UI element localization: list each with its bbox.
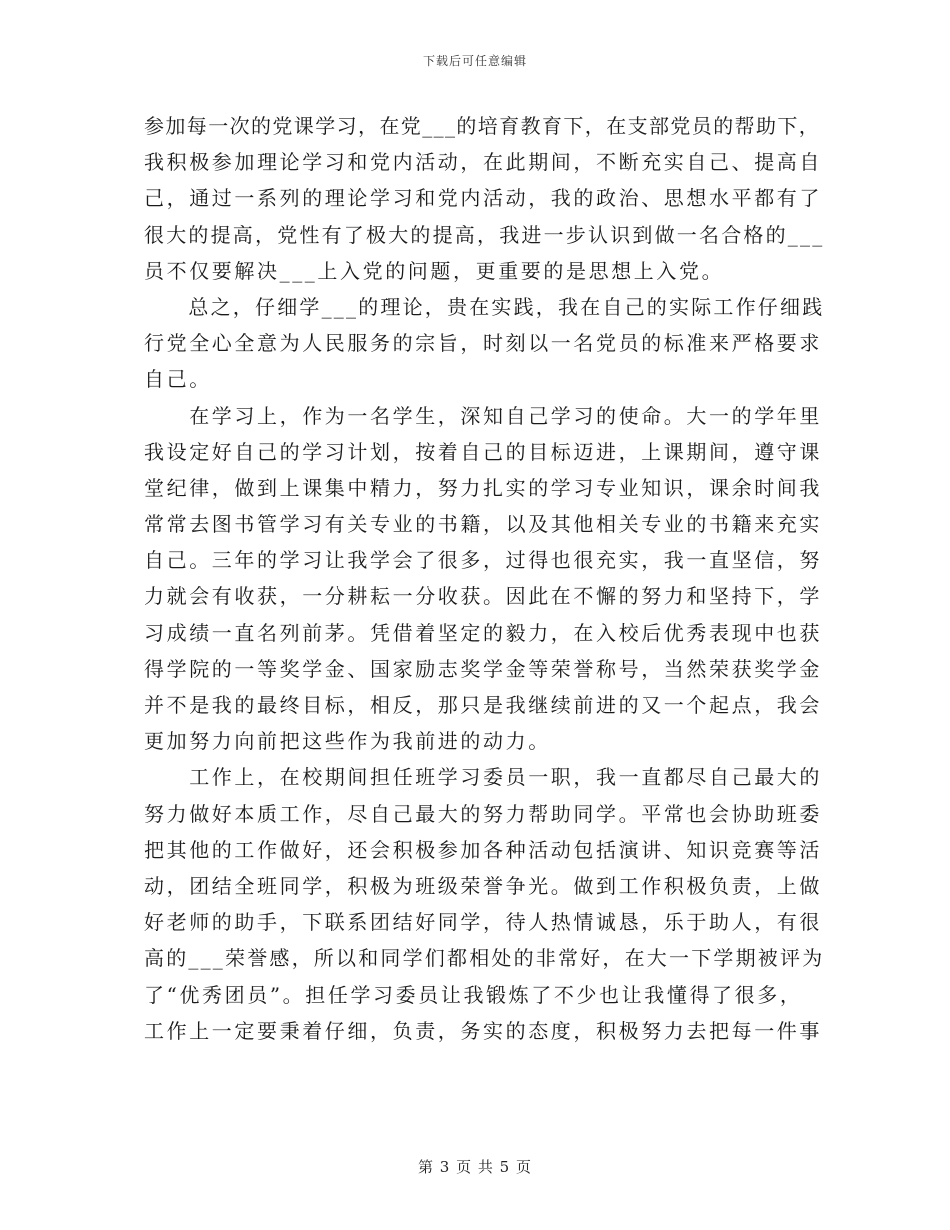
text-line: 得学院的一等奖学金、国家励志奖学金等荣誉称号，当然荣获奖学金 <box>144 656 822 681</box>
text-line: 更加努力向前把这些作为我前进的动力。 <box>144 729 551 754</box>
text-line: 在学习上，作为一名学生，深知自己学习的使命。大一的学年里 <box>144 403 822 428</box>
text-line: 自己。 <box>144 367 212 392</box>
text-line: 参加每一次的党课学习，在党___的培育教育下，在支部党员的帮助下， <box>144 114 821 138</box>
page-number-footer: 第 3 页 共 5 页 <box>418 1158 532 1176</box>
text-line: 习成绩一直名列前茅。凭借着坚定的毅力，在入校后优秀表现中也获 <box>144 620 822 645</box>
text-line: 常常去图书管学习有关专业的书籍，以及其他相关专业的书籍来充实 <box>144 512 822 537</box>
page-header: 下载后可任意编辑 <box>422 54 527 68</box>
text-line: 自己。三年的学习让我学会了很多，过得也很充实，我一直坚信，努 <box>144 548 822 573</box>
text-line: 工作上，在校期间担任班学习委员一职，我一直都尽自己最大的 <box>144 765 822 790</box>
text-line: 力就会有收获，一分耕耘一分收获。因此在不懈的努力和坚持下，学 <box>144 584 822 609</box>
text-line: 并不是我的最终目标，相反，那只是我继续前进的又一个起点，我会 <box>144 693 822 717</box>
text-line: 行党全心全意为人民服务的宗旨，时刻以一名党员的标准来严格要求 <box>144 331 822 356</box>
text-line: 我积极参加理论学习和党内活动，在此期间，不断充实自己、提高自 <box>144 150 822 175</box>
text-line: 我设定好自己的学习计划，按着自己的目标迈进，上课期间，遵守课 <box>144 439 822 464</box>
text-line: 己，通过一系列的理论学习和党内活动，我的政治、思想水平都有了 <box>144 186 822 211</box>
text-line: 动，团结全班同学，积极为班级荣誉争光。做到工作积极负责，上做 <box>144 873 822 898</box>
text-line: 堂纪律，做到上课集中精力，努力扎实的学习专业知识，课余时间我 <box>144 475 822 500</box>
text-line: 把其他的工作做好，还会积极参加各种活动包括演讲、知识竞赛等活 <box>144 837 822 862</box>
text-line: 努力做好本质工作，尽自己最大的努力帮助同学。平常也会协助班委 <box>144 801 822 826</box>
text-line: 了“优秀团员”。担任学习委员让我锻炼了不少也让我懂得了很多， <box>144 982 803 1007</box>
text-line: 工作上一定要秉着仔细，负责，务实的态度，积极努力去把每一件事 <box>144 1018 822 1043</box>
text-line: 好老师的助手，下联系团结好同学，待人热情诚恳，乐于助人，有很 <box>144 910 822 935</box>
text-line: 很大的提高，党性有了极大的提高，我进一步认识到做一名合格的___ <box>144 222 825 247</box>
text-line: 总之，仔细学___的理论，贵在实践，我在自己的实际工作仔细践 <box>144 294 825 319</box>
document-body <box>144 108 824 1049</box>
text-line: 高的___荣誉感，所以和同学们都相处的非常好，在大一下学期被评为 <box>144 946 825 971</box>
text-line: 员不仅要解决___上入党的问题，更重要的是思想上入党。 <box>144 258 725 283</box>
